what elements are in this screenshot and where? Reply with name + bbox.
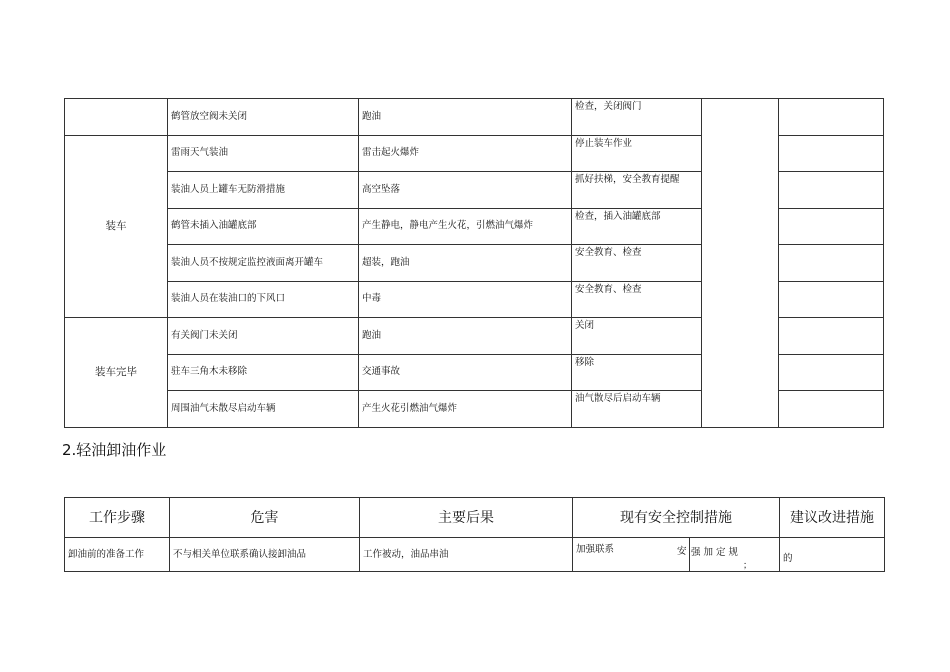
consequence-cell: 雷击起火爆炸 xyxy=(359,135,572,172)
section-heading: 2.轻油卸油作业 xyxy=(62,441,167,459)
step-cell: 卸油前的准备工作 xyxy=(65,538,170,572)
consequence-cell: 高空坠落 xyxy=(359,172,572,209)
control-cell: 移除 xyxy=(572,354,702,391)
header-suggestion: 建议改进措施 xyxy=(780,498,885,538)
table-row xyxy=(65,99,884,136)
header-hazard: 危害 xyxy=(170,498,360,538)
suggestion-cell xyxy=(779,391,884,428)
control-cell: 关闭 xyxy=(572,318,702,355)
hazard-cell: 鹤管未插入油罐底部 xyxy=(168,208,359,245)
consequence-cell: 交通事故 xyxy=(359,354,572,391)
consequence-cell: 中毒 xyxy=(359,281,572,318)
suggestion-cell xyxy=(779,281,884,318)
hazard-cell: 不与相关单位联系确认接卸油品 xyxy=(170,538,360,572)
suggestion-cell xyxy=(779,99,884,136)
suggestion-cell xyxy=(779,354,884,391)
suggestion-cell xyxy=(779,245,884,282)
suggestion-cell: 的 xyxy=(780,538,885,572)
consequence-cell: 产生火花引燃油气爆炸 xyxy=(359,391,572,428)
consequence-cell: 产生静电，静电产生火花，引燃油气爆炸 xyxy=(359,208,572,245)
suggestion-cell xyxy=(779,172,884,209)
control-text: 加强联系 xyxy=(576,544,615,555)
step-cell: 装车 xyxy=(65,135,168,318)
consequence-cell: 工作被动，油品串油 xyxy=(360,538,573,572)
step-cell: 装车完毕 xyxy=(65,318,168,428)
hazard-cell: 有关阀门未关闭 xyxy=(168,318,359,355)
control-cell xyxy=(573,538,780,572)
consequence-cell: 跑油 xyxy=(359,99,572,136)
table-header-row xyxy=(65,498,885,538)
hazard-cell: 雷雨天气装油 xyxy=(168,135,359,172)
hazard-table-unloading xyxy=(64,497,885,572)
suggestion-cell xyxy=(779,208,884,245)
control-cell: 抓好扶梯，安全教育提醒 xyxy=(572,172,702,209)
control-cell: 检查，关闭阀门 xyxy=(572,99,702,136)
hazard-cell: 周围油气未散尽启动车辆 xyxy=(168,391,359,428)
header-control: 现有安全控制措施 xyxy=(573,498,780,538)
hazard-table-loading xyxy=(64,98,884,428)
control-cell: 油气散尽后启动车辆 xyxy=(572,391,702,428)
header-consequence: 主要后果 xyxy=(360,498,573,538)
step-cell xyxy=(65,99,168,136)
consequence-cell: 超装，跑油 xyxy=(359,245,572,282)
control-fragment: 安 xyxy=(677,546,687,557)
hazard-cell: 鹤管放空阀未关闭 xyxy=(168,99,359,136)
suggestion-cell xyxy=(779,318,884,355)
control-cell: 安全教育、检查 xyxy=(572,245,702,282)
suggestion-cell xyxy=(779,135,884,172)
cell-divider xyxy=(689,538,690,571)
table-row xyxy=(65,538,885,572)
blank-cell xyxy=(702,99,779,428)
control-cell: 停止装车作业 xyxy=(572,135,702,172)
consequence-cell: 跑油 xyxy=(359,318,572,355)
control-cell: 安全教育、检查 xyxy=(572,281,702,318)
header-step: 工作步骤 xyxy=(65,498,170,538)
hazard-cell: 装油人员在装油口的下风口 xyxy=(168,281,359,318)
hazard-cell: 装油人员上罐车无防滑措施 xyxy=(168,172,359,209)
control-cell: 检查，插入油罐底部 xyxy=(572,208,702,245)
hazard-cell: 驻车三角木未移除 xyxy=(168,354,359,391)
control-fragment: ； xyxy=(743,561,753,571)
hazard-cell: 装油人员不按规定监控液面离开罐车 xyxy=(168,245,359,282)
control-fragment: 强 加 定 规 xyxy=(691,547,739,558)
